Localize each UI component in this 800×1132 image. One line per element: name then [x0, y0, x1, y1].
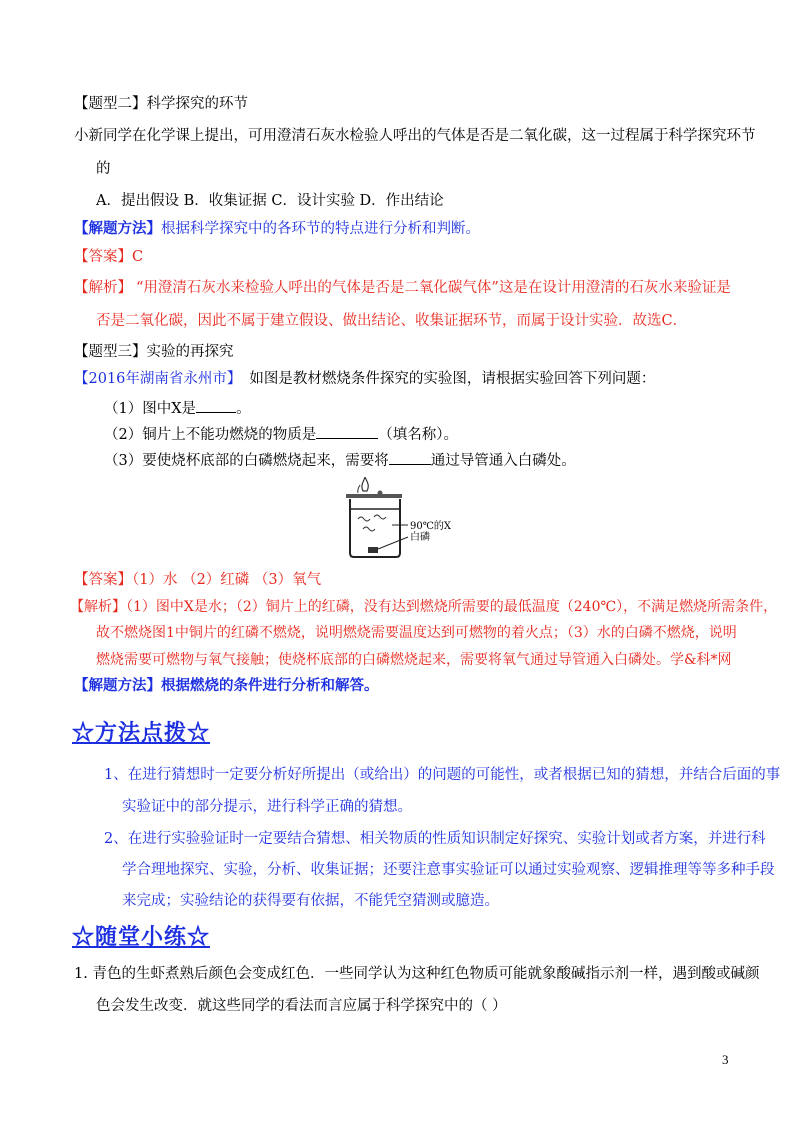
page-number: 3	[722, 1052, 729, 1067]
q3-text: （3）要使烧杯底部的白磷燃烧起来，需要将	[104, 453, 389, 469]
tip2-line3: 来完成；实验结论的获得要有依据，不能凭空猜测或臆造。	[122, 893, 499, 909]
beaker-illustration	[330, 477, 480, 562]
section3-intro-line	[74, 370, 655, 388]
section2-answer	[74, 248, 143, 266]
section3-analysis-line1	[70, 598, 777, 616]
section2-question-line2: 的	[96, 161, 111, 177]
section3-analysis-line2: 故不燃烧图1中铜片的红磷不燃烧，说明燃烧需要温度达到可燃物的着火点；（3）水的白磷不燃烧，说明	[96, 625, 737, 641]
section3-q1	[104, 398, 251, 418]
analysis-label: 【解析】	[70, 599, 126, 615]
section3-title: 【题型三】实验的再探究	[74, 344, 234, 360]
q1-blank	[196, 398, 236, 413]
method-text: 根据科学探究中的各环节的特点进行分析和判断。	[161, 221, 480, 237]
section2-question-line1: 小新同学在化学课上提出，可用澄清石灰水检验人呼出的气体是否是二氧化碳，这一过程属于科学探究环节	[74, 128, 756, 144]
q1-text: （1）图中X是	[104, 401, 197, 417]
tip2-line2: 学合理地探究、实验，分析、收集证据；还要注意事实验证可以通过实验观察、逻辑推理等等多种手段	[122, 862, 775, 878]
analysis-text: “用澄清石灰水来检验人呼出的气体是否是二氧化碳气体”这是在设计用澄清的石灰水来验证是	[136, 280, 731, 296]
q3-blank	[389, 450, 431, 465]
section3-method	[74, 677, 379, 695]
q2-tail: （填名称）。	[378, 427, 458, 443]
practice-heading: ☆随堂小练☆	[72, 924, 211, 950]
answer-label: 【答案】	[74, 249, 132, 265]
q1-tail: 。	[236, 401, 251, 417]
method-label: 【解题方法】	[74, 677, 161, 694]
section2-analysis-line2: 否是二氧化碳，因此不属于建立假设、做出结论、收集证据环节，而属于设计实验．故选C．	[96, 313, 688, 329]
answer-value: C	[132, 249, 144, 265]
section3-analysis-line3: 燃烧需要可燃物与氧气接触；使烧杯底部的白磷燃烧起来，需要将氧气通过导管通入白磷处。学&科*网	[96, 652, 732, 668]
section3-answer	[74, 571, 321, 589]
analysis-label: 【解析】	[74, 280, 132, 296]
section3-q3	[104, 450, 576, 470]
section3-q2	[104, 424, 458, 444]
q2-blank	[316, 424, 378, 439]
method-text: 根据燃烧的条件进行分析和解答。	[161, 677, 379, 694]
section2-method	[74, 220, 480, 238]
answer-label: 【答案】	[74, 572, 132, 588]
tip1-line2: 实验证中的部分提示，进行科学正确的猜想。	[122, 799, 412, 815]
practice-q1-line2: 色会发生改变．就这些同学的看法而言应属于科学探究中的（ ）	[96, 998, 507, 1014]
figure-label-water: 90℃的X	[410, 521, 452, 532]
tip1-line1: 1、在进行猜想时一定要分析好所提出（或给出）的问题的可能性，或者根据已知的猜想，并结合后面的事	[104, 767, 781, 783]
section2-analysis-line1	[74, 279, 731, 297]
section2-title: 【题型二】科学探究的环节	[74, 96, 248, 112]
q2-text: （2）铜片上不能功燃烧的物质是	[104, 427, 317, 443]
method-label: 【解题方法】	[74, 220, 161, 237]
practice-q1-line1: 1. 青色的生虾煮熟后颜色会变成红色．一些同学认为这种红色物质可能就象酸碱指示剂一样，遇到酸或碱颜	[74, 966, 760, 982]
answer-text: （1）水 （2）红磷 （3）氧气	[132, 572, 322, 588]
beaker-experiment-figure	[330, 477, 480, 562]
source-tag: 【2016年湖南省永州市】	[74, 371, 242, 387]
intro-text: 如图是教材燃烧条件探究的实验图，请根据实验回答下列问题：	[249, 371, 656, 387]
tip2-line1: 2、在进行实验验证时一定要结合猜想、相关物质的性质知识制定好探究、实验计划或者方案，并进行科	[104, 831, 766, 847]
analysis-text: （1）图中X是水；（2）铜片上的红磷，没有达到燃烧所需要的最低温度（240℃），不满足燃烧所需条件，	[126, 599, 778, 615]
section2-options: A．提出假设 B．收集证据 C．设计实验 D．作出结论	[96, 193, 444, 209]
q3-tail: 通过导管通入白磷处。	[430, 453, 576, 469]
figure-label-phosphorus: 白磷	[410, 532, 430, 543]
method-tips-heading: ☆方法点拨☆	[72, 720, 211, 746]
